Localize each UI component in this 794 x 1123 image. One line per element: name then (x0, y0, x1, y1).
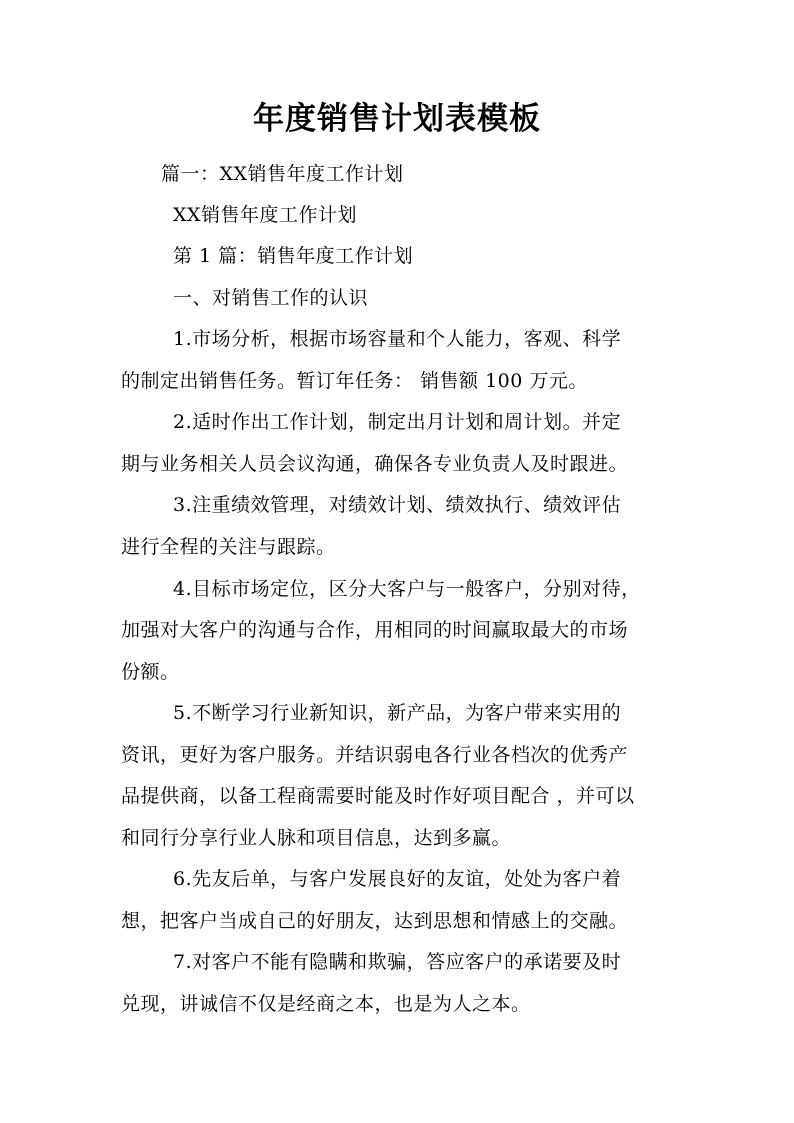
paragraph-5-line-4: 和同行分享行业人脉和项目信息，达到多赢。 (121, 827, 512, 849)
paragraph-1-line-1: 1.市场分析，根据市场容量和个人能力，客观、科学 (173, 328, 622, 350)
document-title: 年度销售计划表模板 (253, 101, 541, 137)
paragraph-2-line-1: 2.适时作出工作计划，制定出月计划和周计划。并定 (173, 411, 622, 433)
document-subtitle: 篇一：XX销售年度工作计划 (161, 163, 404, 185)
paragraph-2-line-2: 期与业务相关人员会议沟通，确保各专业负责人及时跟进。 (121, 453, 629, 475)
chapter-heading: 第 1 篇：销售年度工作计划 (173, 245, 414, 267)
paragraph-6-line-2: 想，把客户当成自己的好朋友，达到思想和情感上的交融。 (121, 910, 629, 932)
paragraph-5-line-3: 品提供商，以备工程商需要时能及时作好项目配合 ，并可以 (121, 785, 635, 807)
paragraph-1-line-2: 的制定出销售任务。暂订年任务： 销售额 100 万元。 (121, 370, 588, 392)
paragraph-6-line-1: 6.先友后单，与客户发展良好的友谊，处处为客户着 (173, 868, 622, 890)
paragraph-4-line-3: 份额。 (121, 661, 180, 683)
paragraph-5-line-1: 5.不断学习行业新知识，新产品，为客户带来实用的 (173, 702, 622, 724)
plan-heading: XX销售年度工作计划 (173, 204, 358, 226)
section-heading: 一、对销售工作的认识 (173, 287, 369, 309)
paragraph-3-line-2: 进行全程的关注与跟踪。 (121, 536, 336, 558)
paragraph-5-line-2: 资讯，更好为客户服务。并结识弱电各行业各档次的优秀产 (121, 744, 629, 766)
paragraph-7-line-2: 兑现，讲诚信不仅是经商之本，也是为人之本。 (121, 993, 531, 1015)
paragraph-3-line-1: 3.注重绩效管理，对绩效计划、绩效执行、绩效评估 (173, 494, 622, 516)
paragraph-4-line-2: 加强对大客户的沟通与合作，用相同的时间赢取最大的市场 (121, 619, 629, 641)
paragraph-4-line-1: 4.目标市场定位，区分大客户与一般客户，分别对待， (173, 578, 641, 600)
paragraph-7-line-1: 7.对客户不能有隐瞒和欺骗，答应客户的承诺要及时 (173, 951, 622, 973)
